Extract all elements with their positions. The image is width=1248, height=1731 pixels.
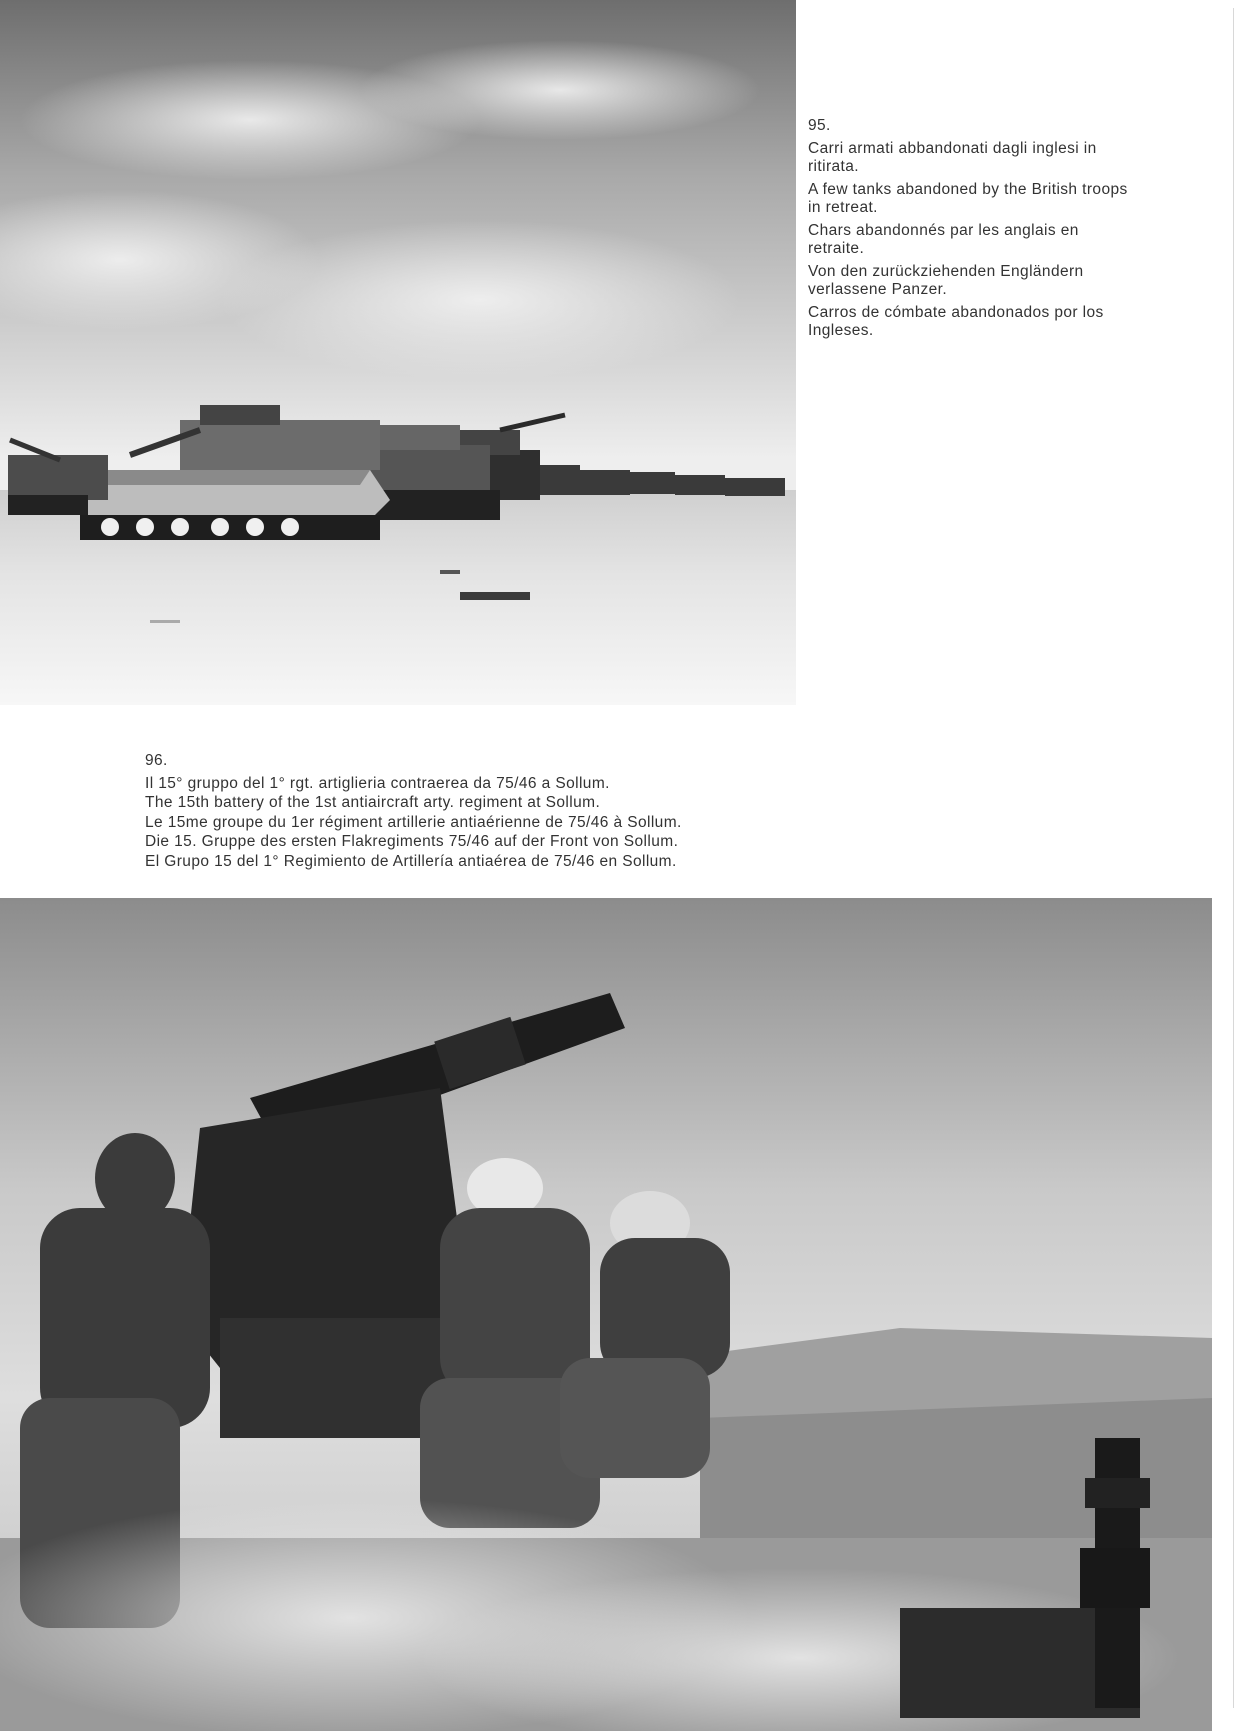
- caption-photo-95: [808, 117, 1138, 345]
- caption-spanish: El Grupo 15 del 1° Regimiento de Artillería antiaérea de 75/46 en Sollum.: [145, 852, 677, 870]
- photo-abandoned-tanks: [0, 0, 796, 705]
- page-edge-line: [1233, 8, 1234, 1708]
- caption-english: A few tanks abandoned by the British troops in retreat.: [808, 180, 1128, 216]
- photo-antiaircraft-gun: [0, 898, 1212, 1731]
- caption-spanish: Carros de cómbate abandonados por los Ingleses.: [808, 303, 1104, 339]
- antiaircraft-photo-illustration: [0, 898, 1212, 1731]
- caption-photo-96: [145, 752, 825, 872]
- caption-english: The 15th battery of the 1st antiaircraft arty. regiment at Sollum.: [145, 794, 601, 811]
- caption-number: 96.: [145, 752, 168, 769]
- tanks-photo-illustration: [0, 0, 796, 705]
- caption-german: Die 15. Gruppe des ersten Flakregiments 75/46 auf der Front von Sollum.: [145, 833, 679, 850]
- caption-italian: Carri armati abbandonati dagli inglesi in ritirata.: [808, 139, 1097, 175]
- caption-italian: Il 15° gruppo del 1° rgt. artiglieria contraerea da 75/46 a Sollum.: [145, 774, 610, 792]
- caption-number: 95.: [808, 117, 831, 134]
- caption-french: Le 15me groupe du 1er régiment artillerie antiaérienne de 75/46 à Sollum.: [145, 813, 682, 831]
- caption-german: Von den zurückziehenden Engländern verlassene Panzer.: [808, 262, 1084, 298]
- caption-french: Chars abandonnés par les anglais en retraite.: [808, 221, 1079, 257]
